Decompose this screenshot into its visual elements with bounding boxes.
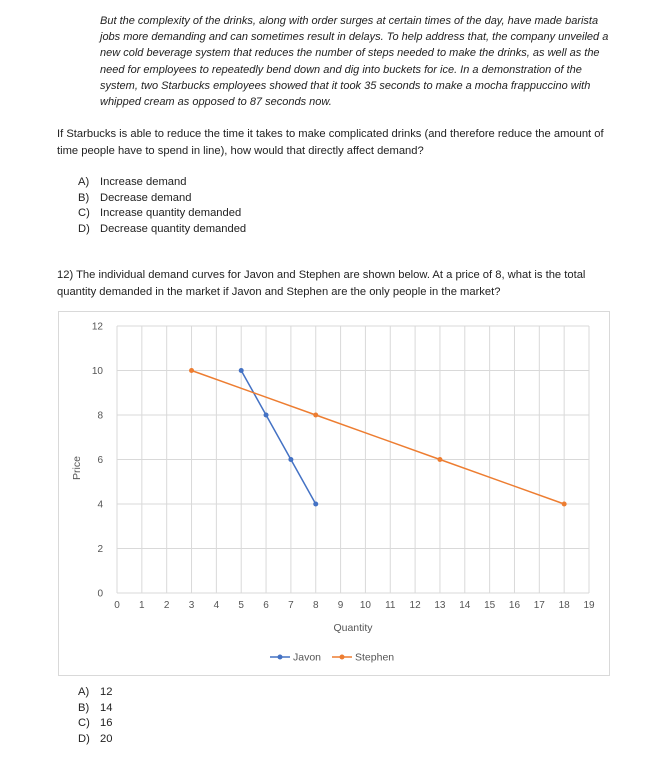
- data-point-stephen: [313, 413, 318, 418]
- x-tick-label: 12: [409, 600, 421, 611]
- x-tick-label: 10: [359, 600, 371, 611]
- option-d: D) 20: [78, 733, 113, 746]
- x-tick-label: 19: [583, 600, 595, 611]
- x-tick-label: 18: [558, 600, 570, 611]
- legend-javon-label: Javon: [293, 651, 322, 664]
- option-c: C) 16: [78, 717, 113, 730]
- option-b: B) 14: [78, 701, 113, 714]
- data-point-stephen: [189, 368, 194, 373]
- data-point-javon: [313, 502, 318, 507]
- data-point-javon: [288, 457, 293, 462]
- data-point-javon: [239, 368, 244, 373]
- question-11-text: If Starbucks is able to reduce the time it takes to make complicated drinks (and therefore reduce the amount of time people have to spend in line), how would that directly affect demand?: [57, 128, 604, 157]
- option-a: A) Increase demand: [78, 176, 187, 188]
- article-excerpt: But the complexity of the drinks, along with order surges at certain times of the day, have made barista jobs more demanding and can sometimes result in delays. To help address that, the company unveiled a new cold beverage system that reduces the number of steps needed to make the drinks, as well as the need for employees to repeatedly bend down and dig into buckets for ice. In a demonstration of the system, two Starbucks employees showed that it took 35 seconds to make a mocha frappuccino with whipped cream as opposed to 87 seconds now.: [100, 15, 609, 109]
- chart-border: [59, 312, 610, 676]
- data-point-javon: [264, 413, 269, 418]
- option-b: B) Decrease demand: [78, 191, 192, 204]
- legend-javon-marker: [278, 655, 283, 660]
- y-tick-label: 6: [97, 455, 103, 466]
- question-12-text: 12) The individual demand curves for Javon and Stephen are shown below. At a price of 8, what is the total quantity demanded in the market if Javon and Stephen are the only people in the market?: [57, 269, 586, 298]
- x-tick-label: 1: [139, 600, 145, 611]
- data-point-stephen: [437, 457, 442, 462]
- question-11-options: [78, 175, 246, 238]
- y-axis-label: Price: [71, 456, 83, 480]
- x-tick-label: 17: [533, 600, 545, 611]
- x-tick-label: 8: [312, 600, 319, 611]
- y-tick-label: 10: [91, 366, 103, 377]
- x-tick-label: 15: [484, 600, 496, 611]
- x-tick-label: 5: [238, 600, 244, 611]
- x-tick-label: 9: [337, 600, 344, 611]
- question-12-options: [78, 685, 112, 748]
- data-point-stephen: [562, 502, 567, 507]
- x-tick-label: 11: [385, 600, 396, 611]
- legend-stephen-marker: [340, 655, 345, 660]
- x-tick-label: 13: [434, 600, 446, 611]
- y-tick-label: 2: [97, 544, 103, 555]
- option-c: C) Increase quantity demanded: [78, 207, 242, 220]
- y-tick-label: 12: [91, 321, 103, 333]
- legend-stephen-label: Stephen: [355, 651, 395, 664]
- x-tick-label: 16: [508, 600, 521, 611]
- y-tick-label: 0: [97, 588, 103, 600]
- y-tick-label: 8: [97, 410, 103, 422]
- x-tick-label: 14: [459, 600, 471, 611]
- demand-chart: [58, 311, 610, 676]
- option-d: D) Decrease quantity demanded: [78, 223, 247, 236]
- x-tick-label: 3: [188, 600, 195, 611]
- option-a: A) 12: [78, 686, 113, 698]
- y-tick-label: 4: [97, 499, 103, 511]
- x-tick-label: 6: [263, 600, 269, 611]
- x-tick-label: 7: [288, 600, 294, 611]
- x-tick-label: 4: [213, 600, 220, 611]
- x-tick-label: 2: [163, 600, 170, 611]
- x-axis-label: Quantity: [333, 622, 373, 634]
- x-tick-label: 0: [114, 600, 120, 611]
